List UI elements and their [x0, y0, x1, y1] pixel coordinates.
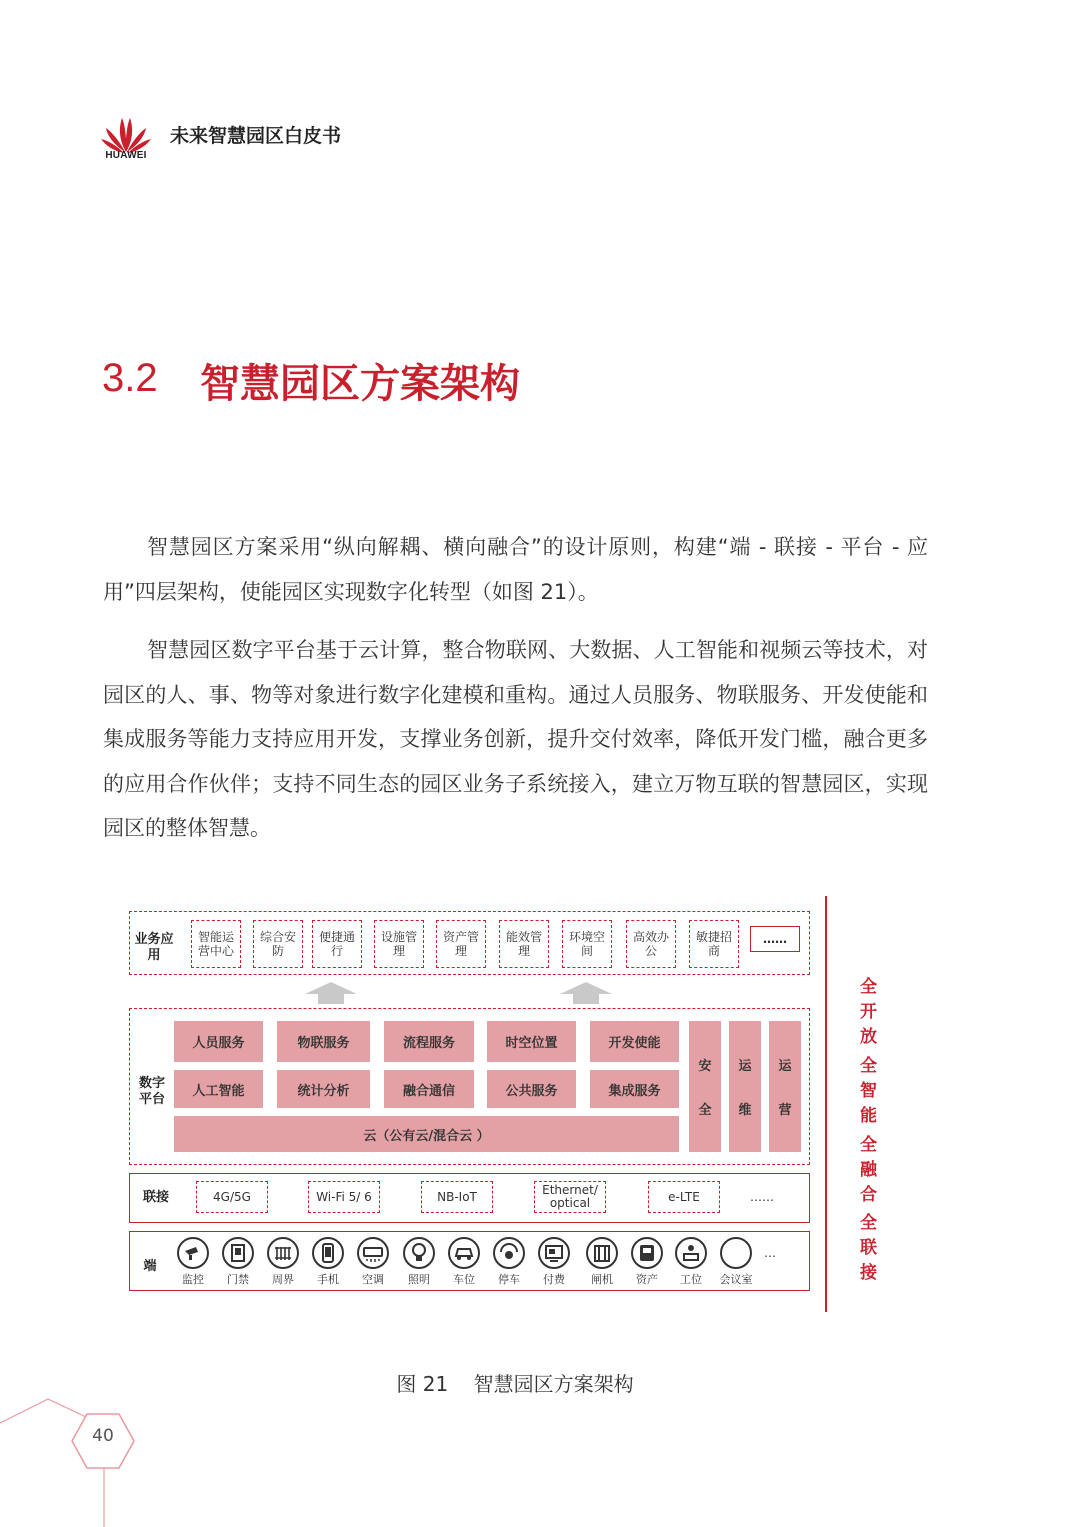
car-icon — [447, 1236, 481, 1270]
app-box-more — [750, 926, 800, 952]
connect-item — [196, 1181, 268, 1213]
platform-layer-label-text: 数字平台 — [138, 1076, 165, 1107]
platform-service — [384, 1021, 474, 1062]
apps-layer-label — [134, 932, 174, 964]
service-label: 公共服务 — [505, 1083, 558, 1099]
app-box — [374, 920, 424, 968]
workstation-icon — [674, 1236, 708, 1270]
app-label: 敏捷招商 — [695, 930, 732, 958]
right-label: 全智能 — [860, 1056, 877, 1126]
service-label: 流程服务 — [402, 1036, 455, 1051]
device-label: 照明 — [408, 1273, 430, 1286]
asset-icon — [630, 1236, 664, 1270]
platform-service — [487, 1070, 576, 1108]
app-box — [689, 920, 739, 968]
device-label: 会议室 — [719, 1273, 753, 1286]
app-box — [436, 920, 486, 968]
service-label: 集成服务 — [608, 1083, 661, 1099]
column-char: 运 — [778, 1059, 792, 1075]
app-label: 环境空间 — [568, 930, 605, 958]
device-label: 监控 — [182, 1273, 204, 1286]
connect-item — [534, 1181, 606, 1213]
phone-icon — [311, 1236, 345, 1270]
section-number: 3.2 — [102, 356, 158, 400]
payment-icon — [537, 1236, 571, 1270]
platform-service — [174, 1070, 263, 1108]
platform-service — [277, 1070, 370, 1108]
app-label: 智能运营中心 — [197, 930, 234, 958]
app-label: 资产管理 — [442, 930, 479, 958]
device-label: 工位 — [680, 1273, 702, 1286]
platform-service — [384, 1070, 474, 1108]
section-title: 智慧园区方案架构 — [200, 361, 520, 407]
device-more: … — [764, 1246, 776, 1260]
service-label: 人员服务 — [192, 1036, 245, 1051]
cloud-label: 云（公有云/混合云 ） — [363, 1128, 490, 1144]
connect-label: 4G/5G — [213, 1189, 251, 1204]
platform-service — [277, 1021, 370, 1062]
app-label: …… — [763, 932, 787, 946]
security-column — [689, 1021, 721, 1152]
connect-label: Wi-Fi 5/ 6 — [316, 1189, 372, 1204]
device-label: 付费 — [543, 1273, 565, 1286]
bulb-icon — [402, 1236, 436, 1270]
platform-layer-label — [134, 1076, 170, 1108]
app-box — [626, 920, 676, 968]
connect-layer-label: 联接 — [142, 1190, 169, 1205]
connect-item — [308, 1181, 380, 1213]
service-label: 时空位置 — [505, 1036, 558, 1051]
device-label: 闸机 — [591, 1273, 613, 1286]
device-label: 停车 — [498, 1273, 520, 1286]
arrow-up-icon — [305, 982, 357, 1004]
app-label: 能效管理 — [505, 930, 542, 958]
arrow-up-icon — [560, 982, 612, 1004]
column-char: 全 — [698, 1102, 712, 1118]
app-box — [191, 920, 241, 968]
page-number: 40 — [92, 1426, 114, 1446]
meeting-room-icon — [719, 1236, 753, 1270]
column-char: 运 — [738, 1059, 752, 1075]
fence-icon — [266, 1236, 300, 1270]
device-label: 资产 — [636, 1273, 658, 1286]
device-label: 车位 — [453, 1273, 475, 1286]
ops-column — [729, 1021, 761, 1152]
platform-service — [487, 1021, 576, 1062]
right-label: 全联接 — [860, 1213, 877, 1283]
door-icon — [221, 1236, 255, 1270]
device-label: 空调 — [362, 1273, 384, 1286]
right-label: 全开放 — [860, 977, 877, 1047]
app-box — [499, 920, 549, 968]
figure-caption: 图 21 智慧园区方案架构 — [396, 1372, 634, 1396]
header-title: 未来智慧园区白皮书 — [170, 125, 342, 147]
service-label: 统计分析 — [297, 1083, 350, 1099]
connect-item-more — [740, 1181, 784, 1213]
device-label: 周界 — [272, 1273, 294, 1286]
connect-item — [648, 1181, 720, 1213]
device-label: 手机 — [317, 1273, 339, 1286]
app-label: 设施管理 — [380, 930, 417, 958]
connect-item — [421, 1181, 493, 1213]
paragraph: 智慧园区方案采用“纵向解耦、横向融合”的设计原则，构建“端 - 联接 - 平台 - 应用”四层架构，使能园区实现数字化转型（如图 21）。 — [103, 535, 928, 604]
app-box — [312, 920, 362, 968]
gate-icon — [585, 1236, 619, 1270]
column-char: 维 — [738, 1102, 752, 1118]
app-label: 高效办公 — [632, 930, 669, 958]
paragraph: 智慧园区数字平台基于云计算，整合物联网、大数据、人工智能和视频云等技术，对园区的人、事、物等对象进行数字化建模和重构。通过人员服务、物联服务、开发使能和集成服务等能力支持应用开发，支撑业务创新，提升交付效率，降低开发门槛，融合更多的应用合作伙伴；支持不同生态的园区业务子系统接入，建立万物互联的智慧园区，实现园区的整体智慧。 — [103, 638, 928, 840]
connect-label: …… — [750, 1189, 774, 1204]
operation-column — [769, 1021, 801, 1152]
device-label: 门禁 — [227, 1273, 249, 1286]
app-box — [562, 920, 612, 968]
connect-label: Ethernet/ optical — [542, 1183, 598, 1210]
right-label: 全融合 — [860, 1135, 877, 1205]
connect-label: NB-IoT — [437, 1189, 477, 1204]
service-label: 人工智能 — [192, 1083, 245, 1099]
app-label: 综合安防 — [259, 930, 296, 958]
camera-icon — [176, 1236, 210, 1270]
service-label: 融合通信 — [402, 1083, 455, 1099]
connect-label: e-LTE — [668, 1189, 700, 1204]
device-layer-label: 端 — [143, 1259, 157, 1274]
parking-icon — [492, 1236, 526, 1270]
app-box — [253, 920, 303, 968]
app-label: 便捷通行 — [318, 930, 355, 958]
brand-wordmark: HUAWEI — [105, 150, 147, 161]
platform-service — [590, 1070, 679, 1108]
column-char: 营 — [778, 1102, 792, 1118]
platform-service — [174, 1021, 263, 1062]
service-label: 开发使能 — [608, 1036, 661, 1051]
column-char: 安 — [698, 1059, 712, 1075]
platform-service — [590, 1021, 679, 1062]
cloud-bar — [174, 1116, 679, 1152]
air-conditioner-icon — [356, 1236, 390, 1270]
service-label: 物联服务 — [297, 1036, 350, 1051]
divider-line — [825, 896, 827, 1312]
apps-layer-label-text: 业务应用 — [134, 932, 174, 963]
